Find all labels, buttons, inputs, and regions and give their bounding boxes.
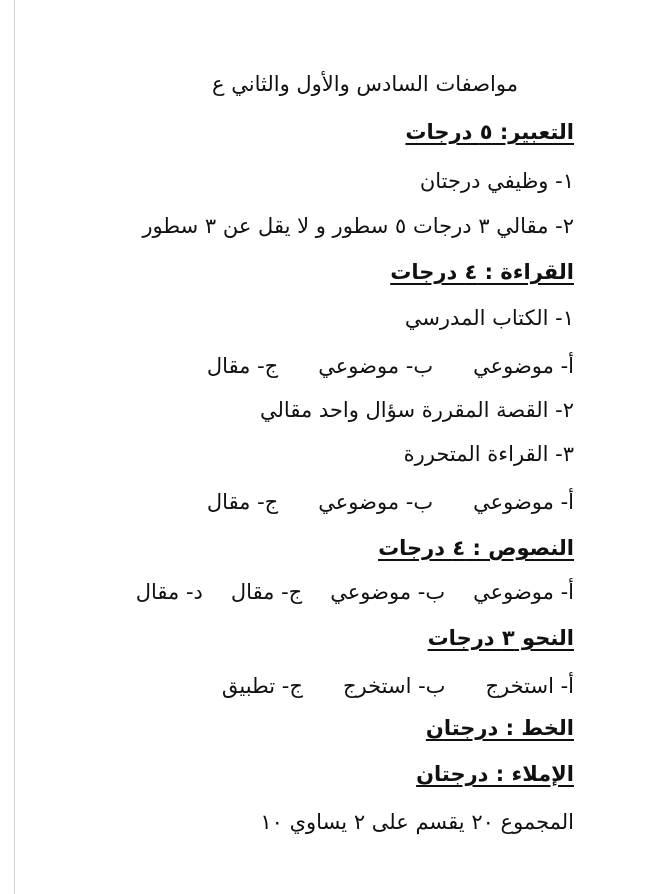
reading-item-3-options [207, 488, 574, 516]
handwriting-heading: الخط : درجتان [425, 716, 574, 740]
total-line: المجموع ٢٠ يقسم على ٢ يساوي ١٠ [260, 810, 574, 834]
texts-options [108, 578, 574, 606]
expression-item-1: ١- وظيفي درجتان [419, 169, 574, 193]
option: د- مقال [135, 580, 203, 604]
option: أ- موضوعي [473, 580, 574, 604]
option: ج- مقال [206, 490, 279, 514]
option: ب- موضوعي [330, 580, 446, 604]
option: أ- استخرج [485, 674, 574, 698]
reading-heading: القراءة : ٤ درجات [390, 260, 574, 284]
reading-item-1-options [207, 352, 574, 380]
expression-heading: التعبير: ٥ درجات [405, 120, 574, 144]
reading-item-3: ٣- القراءة المتحررة [403, 442, 574, 466]
option: ج- مقال [230, 580, 303, 604]
document-title: مواصفات السادس والأول والثاني ع [212, 72, 518, 96]
option: ب- موضوعي [318, 490, 434, 514]
dictation-heading: الإملاء : درجتان [416, 762, 574, 786]
option: أ- موضوعي [473, 354, 574, 378]
reading-item-2: ٢- القصة المقررة سؤال واحد مقالي [260, 398, 574, 422]
option: أ- موضوعي [473, 490, 574, 514]
grammar-heading: النحو ٣ درجات [427, 626, 574, 650]
option: ج- مقال [206, 354, 279, 378]
option: ب- استخرج [342, 674, 446, 698]
option: ج- تطبيق [221, 674, 303, 698]
reading-item-1: ١- الكتاب المدرسي [404, 306, 574, 330]
grammar-options [222, 672, 574, 700]
expression-item-2: ٢- مقالي ٣ درجات ٥ سطور و لا يقل عن ٣ سطور [142, 214, 574, 238]
texts-heading: النصوص : ٤ درجات [378, 536, 574, 560]
option: ب- موضوعي [318, 354, 434, 378]
